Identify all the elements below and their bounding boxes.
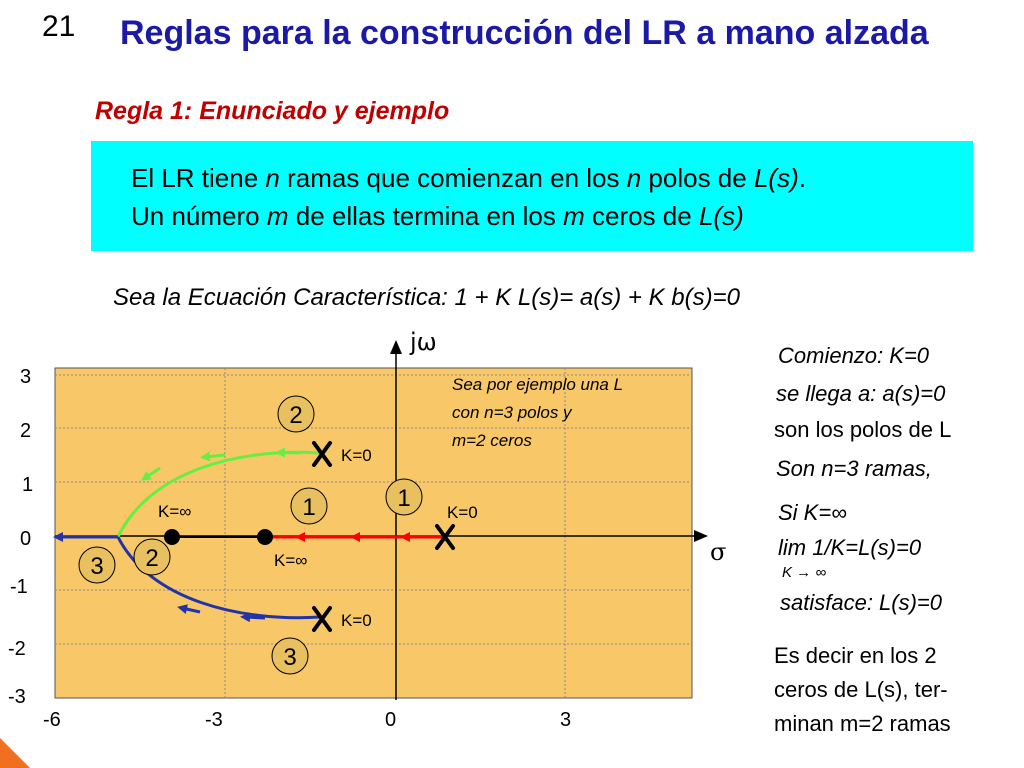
plot-text: 3 <box>90 553 104 580</box>
pole-k-label: K=0 <box>447 503 478 522</box>
y-tick: 2 <box>20 420 32 442</box>
plot-text: 3 <box>283 644 297 671</box>
slide-title: Reglas para la construcción del LR a mano alzada <box>120 14 929 52</box>
branch-number-marker <box>272 638 308 674</box>
y-axis-label: jω <box>410 328 437 356</box>
characteristic-equation: Sea la Ecuación Característica: 1 + K L(s)= a(s) + K b(s)=0 <box>113 284 740 311</box>
zero-k-label: K=∞ <box>158 502 192 521</box>
x-tick: -6 <box>43 709 61 731</box>
y-tick: -1 <box>10 576 28 598</box>
x-tick: 3 <box>560 709 572 731</box>
plot-annotation-line: con n=3 polos y <box>452 403 572 422</box>
y-tick: 1 <box>22 474 34 496</box>
plot-text: 1 <box>397 485 411 512</box>
note-son-polos: son los polos de L <box>774 417 952 442</box>
slide-subtitle: Regla 1: Enunciado y ejemplo <box>95 97 450 125</box>
y-tick: -3 <box>8 686 26 708</box>
y-tick: 3 <box>20 366 32 388</box>
plot-annotation-line: m=2 ceros <box>452 431 532 450</box>
plot-text: 2 <box>289 402 303 429</box>
y-axis-arrow <box>390 340 402 354</box>
branch-number-marker <box>134 539 170 575</box>
note-se-llega: se llega a: a(s)=0 <box>776 381 946 406</box>
zero-marker <box>164 529 180 545</box>
plot-background <box>55 368 692 698</box>
corner-decoration <box>0 738 30 768</box>
note-es-decir-1: Es decir en los 2 <box>774 643 937 668</box>
branch-number-marker <box>291 488 327 524</box>
branch-number-marker <box>278 396 314 432</box>
note-si-k: Si K=∞ <box>778 500 847 525</box>
note-es-decir-3: minan m=2 ramas <box>774 711 951 736</box>
note-comienzo: Comienzo: K=0 <box>778 343 930 368</box>
note-satisface: satisface: L(s)=0 <box>780 590 943 615</box>
plot-text: 1 <box>302 494 316 521</box>
zero-marker <box>257 529 273 545</box>
branch-number-marker <box>386 479 422 515</box>
branch-number-marker <box>79 547 115 583</box>
rule-line-2: Un número m de ellas termina en los m ceros de L(s) <box>131 201 744 231</box>
note-k-to-inf: K → ∞ <box>782 564 827 581</box>
zero-k-label: K=∞ <box>274 551 308 570</box>
pole-k-label: K=0 <box>341 446 372 465</box>
plot-annotation-line: Sea por ejemplo una L <box>452 375 624 394</box>
slide-number: 21 <box>42 10 76 43</box>
y-tick: -2 <box>8 638 26 660</box>
x-tick: -3 <box>205 709 223 731</box>
note-lim: lim 1/K=L(s)=0 <box>778 535 922 560</box>
plot-text: 2 <box>145 545 159 572</box>
pole-k-label: K=0 <box>341 611 372 630</box>
x-axis-label: σ <box>710 538 727 566</box>
x-tick: 0 <box>385 709 397 731</box>
note-son-n: Son n=3 ramas, <box>776 456 932 481</box>
x-axis-arrow <box>694 530 708 542</box>
rule-line-1: El LR tiene n ramas que comienzan en los n polos de L(s). <box>131 163 806 193</box>
y-tick: 0 <box>20 528 32 550</box>
note-es-decir-2: ceros de L(s), ter- <box>774 677 948 702</box>
